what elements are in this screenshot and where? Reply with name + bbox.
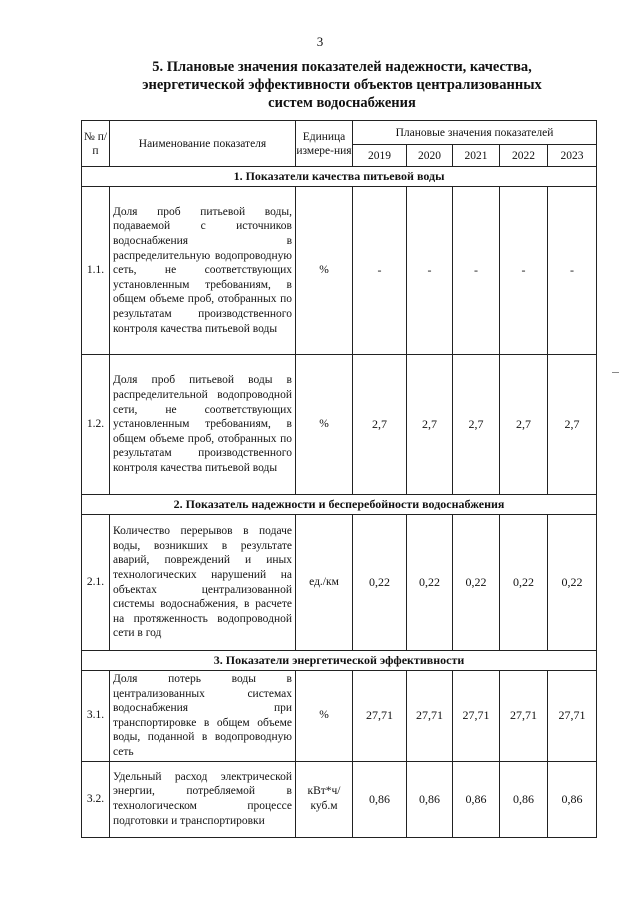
value-2019: 0,86 <box>353 761 407 837</box>
row-num: 3.2. <box>82 761 110 837</box>
indicator-name: Доля проб питьевой воды, подаваемой с источников водоснабжения в распределительную водопроводную сеть, не соответствующих установленным требованиям, в общем объеме проб, отобранных по результатам производственного контроля качества питьевой воды <box>110 187 296 355</box>
indicator-unit: % <box>296 187 353 355</box>
header-year-2019: 2019 <box>353 145 407 167</box>
value-2021: - <box>453 187 500 355</box>
row-num: 1.1. <box>82 187 110 355</box>
value-2022: 2,7 <box>500 355 548 495</box>
section-title-2: 2. Показатель надежности и бесперебойности водоснабжения <box>82 495 597 515</box>
value-2021: 2,7 <box>453 355 500 495</box>
header-year-2023: 2023 <box>548 145 597 167</box>
row-num: 1.2. <box>82 355 110 495</box>
value-2023: 0,86 <box>548 761 597 837</box>
row-num: 3.1. <box>82 671 110 762</box>
value-2019: - <box>353 187 407 355</box>
document-title <box>120 58 564 112</box>
section-row <box>82 651 597 671</box>
section-title-1: 1. Показатели качества питьевой воды <box>82 167 597 187</box>
indicator-name: Доля проб питьевой воды в распределительной водопроводной сети, не соответствующих установленным требованиям, в общем объеме проб, отобранных по результатам производственного контроля качества питьевой воды <box>110 355 296 495</box>
table-row <box>82 761 597 837</box>
header-year-2020: 2020 <box>407 145 453 167</box>
value-2021: 27,71 <box>453 671 500 762</box>
indicator-name: Доля потерь воды в централизованных системах водоснабжения при транспортировке в общем объеме воды, поданной в водопроводную сеть <box>110 671 296 762</box>
value-2022: 0,22 <box>500 515 548 651</box>
value-2020: 27,71 <box>407 671 453 762</box>
indicator-unit: % <box>296 671 353 762</box>
title-line-1: 5. Плановые значения показателей надежности, качества, <box>152 59 532 75</box>
header-unit: Единица измере-ния <box>296 121 353 167</box>
page-number: 3 <box>316 34 324 49</box>
indicator-name: Удельный расход электрической энергии, потребляемой в технологическом процессе подготовки и транспортировки <box>110 761 296 837</box>
value-2023: 2,7 <box>548 355 597 495</box>
value-2021: 0,86 <box>453 761 500 837</box>
indicators-table <box>81 120 597 838</box>
table-row <box>82 671 597 762</box>
value-2019: 0,22 <box>353 515 407 651</box>
table-row <box>82 515 597 651</box>
value-2023: - <box>548 187 597 355</box>
indicator-unit: кВт*ч/ куб.м <box>296 761 353 837</box>
header-name: Наименование показателя <box>110 121 296 167</box>
value-2020: 0,86 <box>407 761 453 837</box>
section-row <box>82 495 597 515</box>
value-2022: 0,86 <box>500 761 548 837</box>
header-year-2022: 2022 <box>500 145 548 167</box>
header-planned-values: Плановые значения показателей <box>353 121 597 145</box>
value-2020: 0,22 <box>407 515 453 651</box>
table-row <box>82 355 597 495</box>
value-2019: 2,7 <box>353 355 407 495</box>
title-line-3: систем водоснабжения <box>268 95 416 111</box>
indicator-unit: % <box>296 355 353 495</box>
header-num: № п/п <box>82 121 110 167</box>
section-row <box>82 167 597 187</box>
value-2023: 27,71 <box>548 671 597 762</box>
table-row <box>82 187 597 355</box>
indicator-name: Количество перерывов в подаче воды, возникших в результате аварий, повреждений и иных технологических нарушений на объектах централизованной системы водоснабжения, в расчете на протяженность водопроводной сети в год <box>110 515 296 651</box>
scan-artifact-mark <box>612 372 619 373</box>
value-2022: 27,71 <box>500 671 548 762</box>
value-2023: 0,22 <box>548 515 597 651</box>
value-2019: 27,71 <box>353 671 407 762</box>
header-year-2021: 2021 <box>453 145 500 167</box>
value-2022: - <box>500 187 548 355</box>
indicator-unit: ед./км <box>296 515 353 651</box>
value-2020: - <box>407 187 453 355</box>
row-num: 2.1. <box>82 515 110 651</box>
value-2020: 2,7 <box>407 355 453 495</box>
title-line-2: энергетической эффективности объектов централизованных <box>142 77 542 93</box>
value-2021: 0,22 <box>453 515 500 651</box>
section-title-3: 3. Показатели энергетической эффективности <box>82 651 597 671</box>
